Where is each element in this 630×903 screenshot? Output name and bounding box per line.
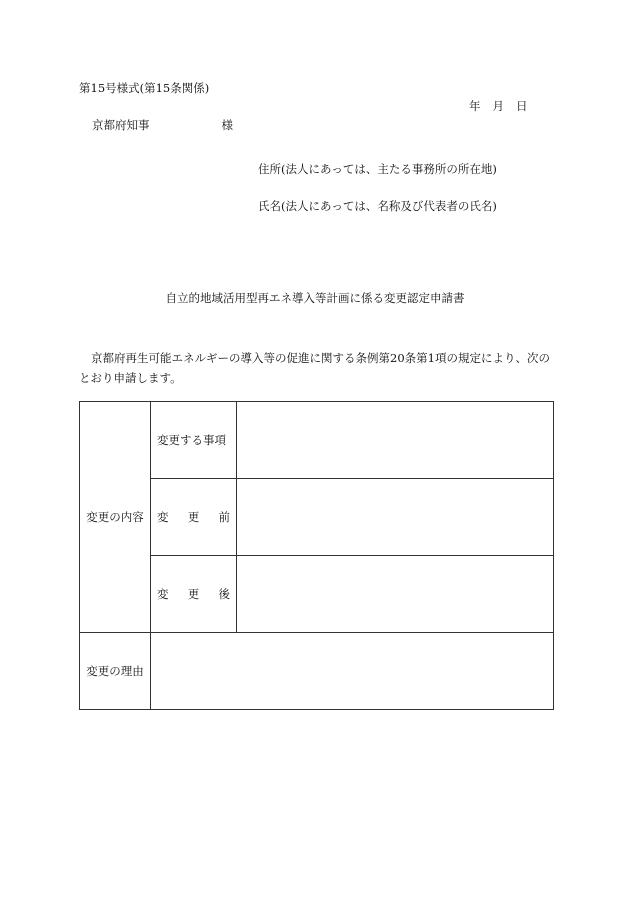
table-row (80, 633, 554, 710)
before-label (151, 479, 237, 556)
addressee-name: 京都府知事 (92, 118, 150, 132)
reason-label: 変更の理由 (80, 633, 151, 710)
table-row (80, 479, 554, 556)
item-label: 変更する事項 (151, 402, 237, 479)
table-row (80, 402, 554, 479)
after-label-char: 変 (157, 587, 169, 601)
date-year: 年 (469, 99, 481, 113)
document-title: 自立的地域活用型再エネ導入等計画に係る変更認定申請書 (165, 291, 465, 305)
addressee (92, 120, 233, 132)
after-field[interactable] (237, 556, 554, 633)
date-line (469, 101, 528, 113)
date-day: 日 (516, 99, 528, 113)
before-label-char: 変 (157, 510, 169, 524)
change-table (79, 401, 554, 710)
change-content-label: 変更の内容 (80, 402, 151, 633)
before-field[interactable] (237, 479, 554, 556)
date-month: 月 (492, 99, 504, 113)
applicant-name-label: 氏名(法人にあっては、名称及び代表者の氏名) (258, 199, 497, 213)
item-field[interactable] (237, 402, 554, 479)
addressee-honorific: 様 (221, 118, 233, 132)
form-number: 第15号様式(第15条関係) (79, 81, 210, 95)
table-row (80, 556, 554, 633)
after-label-char: 更 (187, 587, 200, 601)
body-text: 京都府再生可能エネルギーの導入等の促進に関する条例第20条第1項の規定により、次のとおり申請します。 (79, 351, 550, 385)
applicant-address-label: 住所(法人にあっては、主たる事務所の所在地) (258, 162, 497, 176)
after-label (151, 556, 237, 633)
reason-field[interactable] (151, 633, 554, 710)
before-label-char: 更 (187, 510, 200, 524)
before-label-char: 前 (218, 510, 230, 524)
after-label-char: 後 (218, 587, 230, 601)
